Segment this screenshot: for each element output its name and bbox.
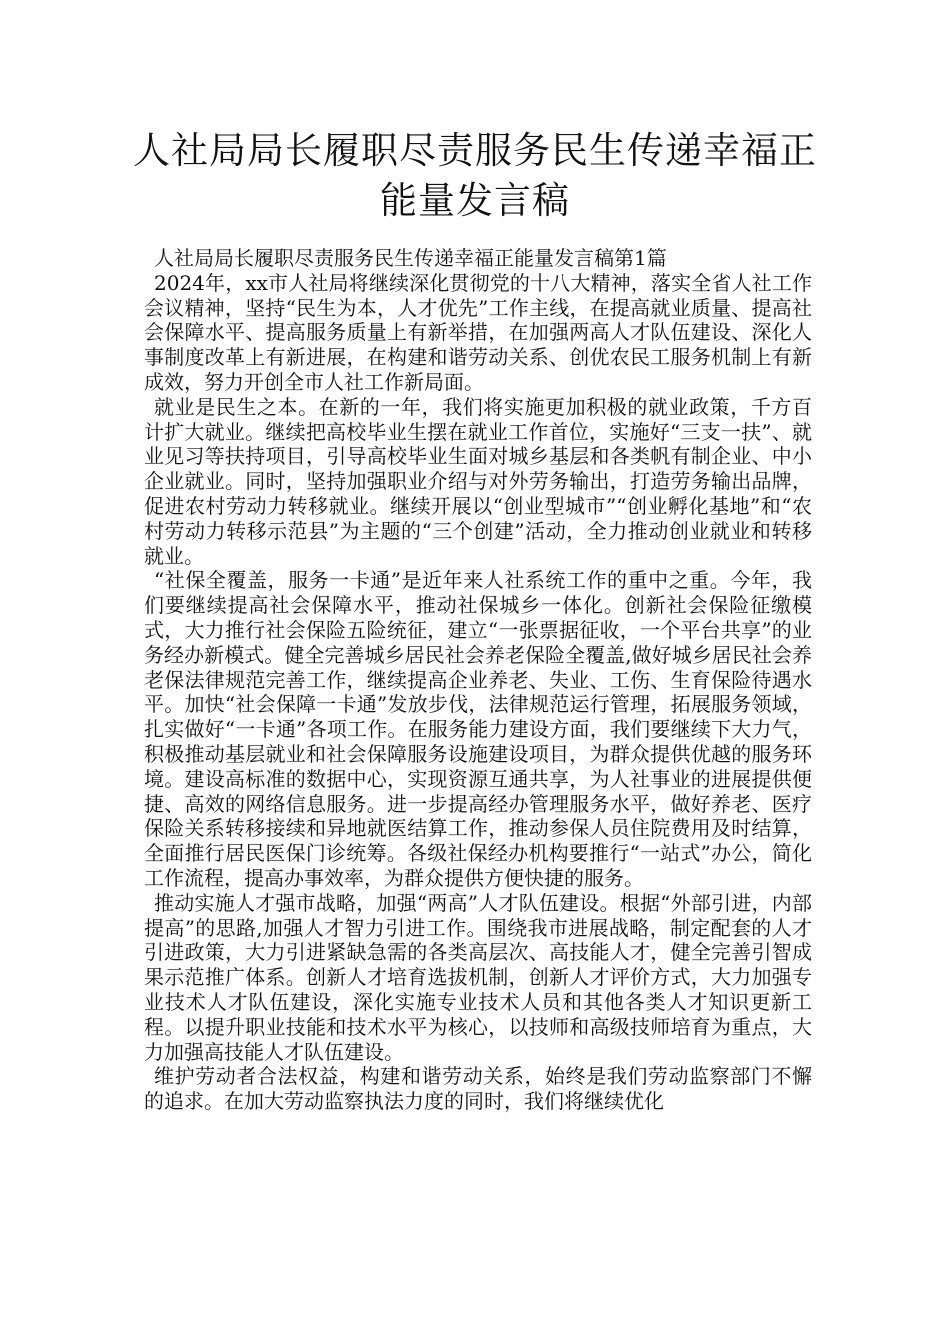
paragraph: 维护劳动者合法权益，构建和谐劳动关系，始终是我们劳动监察部门不懈的追求。在加大劳动监察执法力度的同时，我们将继续优化 xyxy=(144,1064,812,1114)
paragraph: 推动实施人才强市战略，加强“两高”人才队伍建设。根据“外部引进，内部提高”的思路,加强人才智力引进工作。围绕我市进展战略，制定配套的人才引进政策，大力引进紧缺急需的各类高层次、高技能人才，健全完善引智成果示范推广体系。创新人才培育选拔机制，创新人才评价方式，大力加强专业技术人才队伍建设，深化实施专业技术人员和其他各类人才知识更新工程。以提升职业技能和技术水平为核心，以技师和高级技师培育为重点，大力加强高技能人才队伍建设。 xyxy=(144,890,812,1064)
document-body xyxy=(144,246,812,1114)
title-line-1: 人社局局长履职尽责服务民生传递幸福正 xyxy=(133,129,817,172)
paragraph: 就业是民生之本。在新的一年，我们将实施更加积极的就业政策，千方百计扩大就业。继续把高校毕业生摆在就业工作首位，实施好“三支一扶”、就业见习等扶持项目，引导高校毕业生面对城乡基层和各类帆有制企业、中小企业就业。同时，坚持加强职业介绍与对外劳务输出，打造劳务输出品牌，促进农村劳动力转移就业。继续开展以“创业型城市”“创业孵化基地”和“农村劳动力转移示范县”为主题的“三个创建”活动，全力推动创业就业和转移就业。 xyxy=(144,394,812,568)
title-line-2: 能量发言稿 xyxy=(380,179,570,222)
paragraph: “社保全覆盖，服务一卡通”是近年来人社系统工作的重中之重。今年，我们要继续提高社会保障水平，推动社保城乡一体化。创新社会保险征缴模式，大力推行社会保险五险统征，建立“一张票据征收，一个平台共享”的业务经办新模式。健全完善城乡居民社会养老保险全覆盖,做好城乡居民社会养老保法律规范完善工作，继续提高企业养老、失业、工伤、生育保险待遇水平。加快“社会保障一卡通”发放步伐，法律规范运行管理，拓展服务领域，扎实做好“一卡通”各项工作。在服务能力建设方面，我们要继续下大力气，积极推动基层就业和社会保障服务设施建设项目，为群众提供优越的服务环境。建设高标准的数据中心，实现资源互通共享，为人社事业的进展提供便捷、高效的网络信息服务。进一步提高经办管理服务水平，做好养老、医疗保险关系转移接续和异地就医结算工作，推动参保人员住院费用及时结算，全面推行居民医保门诊统筹。各级社保经办机构要推行“一站式”办公，简化工作流程，提高办事效率，为群众提供方便快捷的服务。 xyxy=(144,568,812,890)
document-title xyxy=(130,126,820,226)
section-heading: 人社局局长履职尽责服务民生传递幸福正能量发言稿第1篇 xyxy=(154,246,667,270)
paragraph: 2024年，xx市人社局将继续深化贯彻党的十八大精神，落实全省人社工作会议精神，坚持“民生为本，人才优先”工作主线，在提高就业质量、提高社会保障水平、提高服务质量上有新举措，在加强两高人才队伍建设、深化人事制度改革上有新进展，在构建和谐劳动关系、创优农民工服务机制上有新成效，努力开创全市人社工作新局面。 xyxy=(144,270,812,394)
